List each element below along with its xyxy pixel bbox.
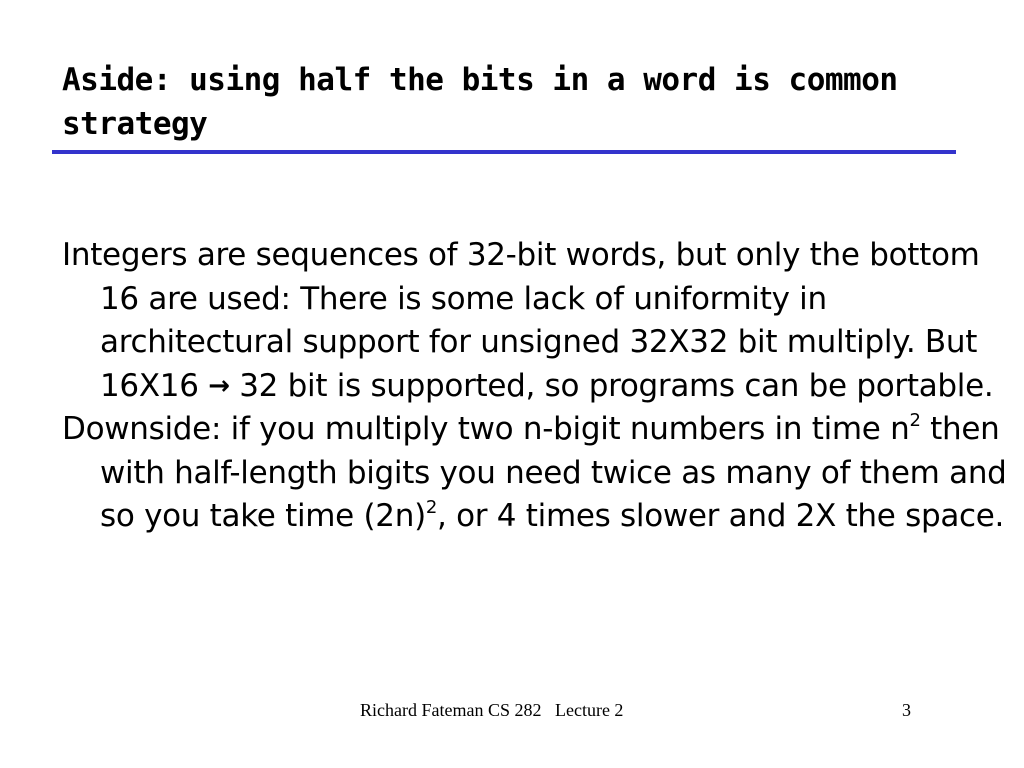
bullet-text: then with half-length bigits you need twice as many of them and so you take time (2n)	[100, 411, 1007, 534]
slide-body	[62, 234, 1007, 539]
bullet-text: 32 bit is supported, so programs can be portable.	[229, 367, 994, 404]
bullet-item	[62, 408, 1007, 539]
bullet-text: , or 4 times slower and 2X the space.	[437, 498, 1005, 534]
slide-title: Aside: using half the bits in a word is common strategy	[62, 62, 898, 142]
superscript: 2	[425, 497, 438, 518]
right-arrow-icon: →	[208, 370, 230, 401]
superscript: 2	[909, 410, 921, 431]
bullet-text: Downside: if you multiply two n-bigit numbers in time n	[62, 411, 910, 447]
page-number: 3	[902, 700, 911, 720]
bullet-item	[62, 234, 1007, 408]
bullet-text: Integers are sequences of 32-bit words, but only the bottom 16 are used: There is some lack of uniformity in architectural support for unsigned 32X32 bit multiply. But 16X16	[62, 237, 980, 404]
footer-text: Richard Fateman CS 282 Lecture 2	[360, 700, 624, 720]
title-underline	[52, 150, 956, 154]
